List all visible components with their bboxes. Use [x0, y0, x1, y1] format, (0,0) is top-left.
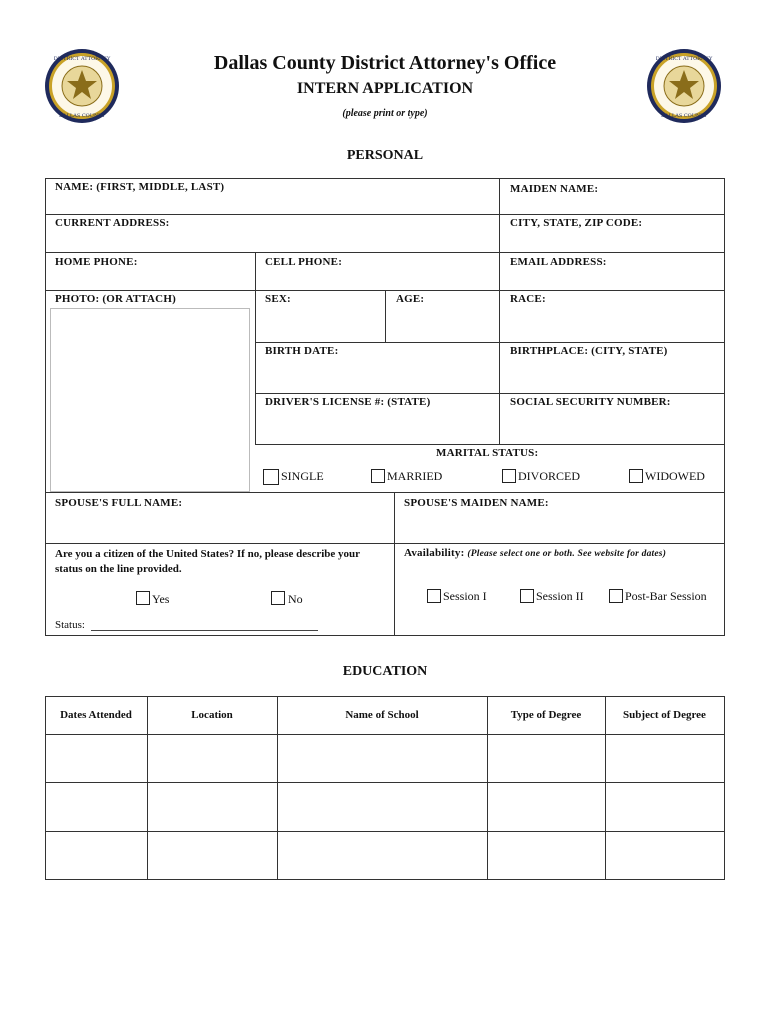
- col-dates-attended: Dates Attended: [60, 709, 132, 721]
- ssn-label: SOCIAL SECURITY NUMBER:: [510, 396, 671, 408]
- birth-date-label: BIRTH DATE:: [265, 345, 339, 357]
- race-label: RACE:: [510, 293, 546, 305]
- photo-box[interactable]: [50, 308, 250, 492]
- availability-note: (Please select one or both. See website for dates): [467, 549, 667, 559]
- email-label: EMAIL ADDRESS:: [510, 256, 607, 268]
- post-bar-checkbox[interactable]: [609, 589, 623, 603]
- widowed-label: WIDOWED: [645, 469, 705, 483]
- married-checkbox[interactable]: [371, 469, 385, 483]
- citizen-question: Are you a citizen of the United States? If no, please describe your status on the line provided.: [55, 548, 360, 575]
- divorced-checkbox[interactable]: [502, 469, 516, 483]
- name-label: NAME: (FIRST, MIDDLE, LAST): [55, 181, 225, 193]
- personal-section-title: PERSONAL: [346, 148, 424, 163]
- office-title: Dallas County District Attorney's Office: [213, 52, 557, 74]
- col-type-of-degree: Type of Degree: [510, 709, 582, 721]
- svg-text:DISTRICT ATTORNEY: DISTRICT ATTORNEY: [655, 56, 713, 62]
- session-1-checkbox[interactable]: [427, 589, 441, 603]
- drivers-license-label: DRIVER'S LICENSE #: (STATE): [265, 396, 431, 408]
- session-2-checkbox[interactable]: [520, 589, 534, 603]
- col-subject-of-degree: Subject of Degree: [623, 709, 706, 721]
- city-state-zip-label: CITY, STATE, ZIP CODE:: [510, 217, 643, 229]
- citizen-no-checkbox[interactable]: [271, 591, 285, 605]
- form-instruction: (please print or type): [342, 108, 428, 119]
- cell-phone-label: CELL PHONE:: [265, 256, 343, 268]
- single-checkbox[interactable]: [263, 469, 279, 485]
- spouse-full-name-label: SPOUSE'S FULL NAME:: [55, 497, 183, 509]
- age-label: AGE:: [396, 293, 425, 305]
- citizen-yes-checkbox[interactable]: [136, 591, 150, 605]
- svg-text:DALLAS COUNTY: DALLAS COUNTY: [660, 113, 708, 119]
- home-phone-label: HOME PHONE:: [55, 256, 138, 268]
- status-line[interactable]: [91, 630, 318, 631]
- photo-label: PHOTO: (OR ATTACH): [55, 293, 176, 305]
- spouse-maiden-name-label: SPOUSE'S MAIDEN NAME:: [404, 497, 549, 509]
- session-1-label: Session I: [443, 589, 487, 603]
- marital-status-label: MARITAL STATUS:: [436, 447, 539, 459]
- availability-label: [404, 547, 666, 559]
- availability-label-text: Availability:: [404, 547, 465, 559]
- maiden-name-label: MAIDEN NAME:: [510, 183, 599, 195]
- svg-text:DALLAS COUNTY: DALLAS COUNTY: [58, 113, 106, 119]
- status-label: Status:: [55, 619, 85, 631]
- post-bar-label: Post-Bar Session: [625, 589, 707, 603]
- education-section-title: EDUCATION: [342, 664, 428, 679]
- widowed-checkbox[interactable]: [629, 469, 643, 483]
- citizen-no-label: No: [288, 592, 303, 606]
- single-label: SINGLE: [281, 469, 324, 483]
- col-name-of-school: Name of School: [345, 709, 419, 721]
- svg-text:DISTRICT ATTORNEY: DISTRICT ATTORNEY: [53, 56, 111, 62]
- married-label: MARRIED: [387, 469, 443, 483]
- divorced-label: DIVORCED: [518, 469, 580, 483]
- current-address-label: CURRENT ADDRESS:: [55, 217, 170, 229]
- education-entry-area[interactable]: [46, 735, 724, 879]
- birthplace-label: BIRTHPLACE: (CITY, STATE): [510, 345, 668, 357]
- citizen-yes-label: Yes: [152, 592, 170, 606]
- sex-label: SEX:: [265, 293, 291, 305]
- form-title: INTERN APPLICATION: [296, 80, 474, 97]
- session-2-label: Session II: [536, 589, 584, 603]
- col-location: Location: [191, 709, 233, 721]
